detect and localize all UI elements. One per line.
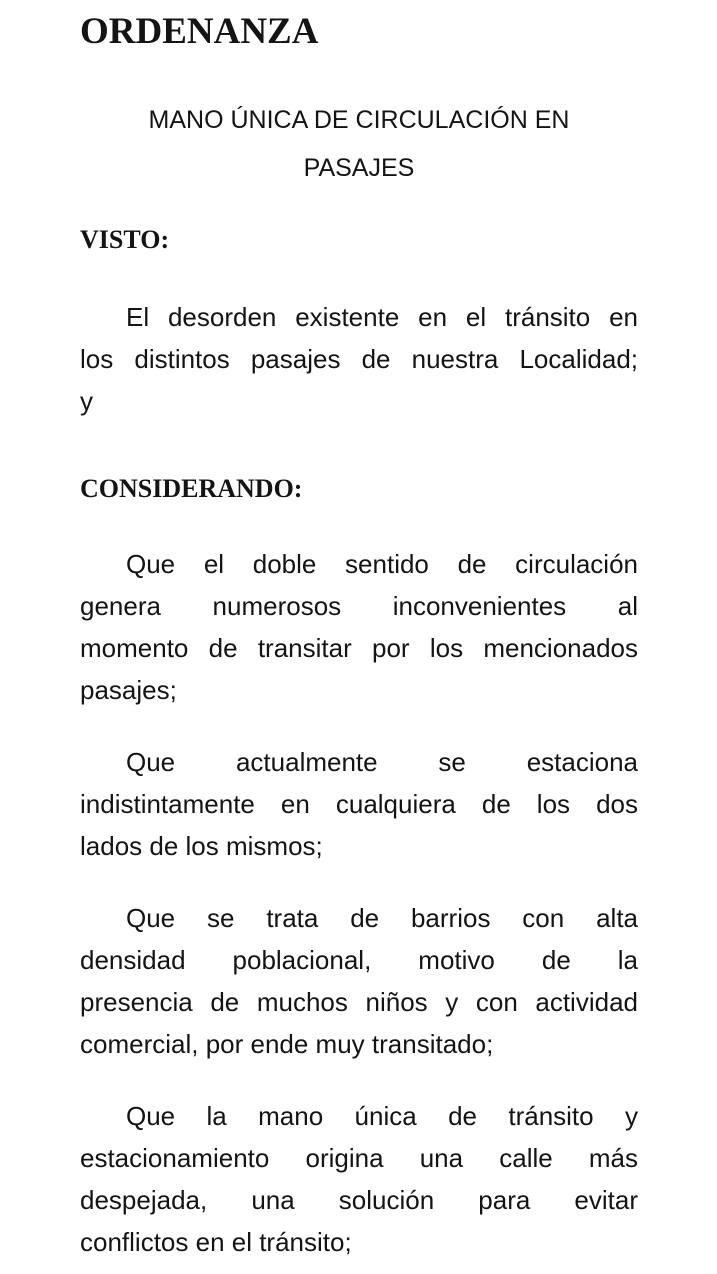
- paragraph-line: pasajes;: [80, 675, 177, 705]
- paragraph-line: los distintos pasajes de nuestra Localidad;: [80, 344, 638, 374]
- paragraph-line: presencia de muchos niños y con actividad: [80, 987, 638, 1017]
- considerando-heading: CONSIDERANDO:: [80, 474, 303, 503]
- visto-paragraph: [80, 296, 638, 422]
- paragraph-line: Que el doble sentido de circulación: [126, 549, 638, 579]
- considerando-paragraph-3: [80, 897, 638, 1065]
- paragraph-line: y: [80, 386, 93, 416]
- subtitle-line: MANO ÚNICA DE CIRCULACIÓN EN: [148, 106, 570, 134]
- paragraph-line: comercial, por ende muy transitado;: [80, 1029, 494, 1059]
- paragraph-line: conflictos en el tránsito;: [80, 1227, 352, 1257]
- paragraph-line: El desorden existente en el tránsito en: [126, 302, 638, 332]
- paragraph-line: genera numerosos inconvenientes al: [80, 591, 638, 621]
- visto-heading: VISTO:: [80, 225, 170, 254]
- paragraph-line: densidad poblacional, motivo de la: [80, 945, 638, 975]
- considerando-paragraph-4: [80, 1095, 638, 1263]
- paragraph-line: lados de los mismos;: [80, 831, 323, 861]
- considerando-paragraph-2: [80, 741, 638, 867]
- considerando-paragraph-1: [80, 543, 638, 711]
- paragraph-line: despejada, una solución para evitar: [80, 1185, 638, 1215]
- paragraph-line: momento de transitar por los mencionados: [80, 633, 638, 663]
- paragraph-line: estacionamiento origina una calle más: [80, 1143, 638, 1173]
- subtitle-line: PASAJES: [303, 154, 415, 182]
- document-subtitle: [80, 96, 638, 192]
- paragraph-line: Que actualmente se estaciona: [126, 747, 638, 777]
- document-title: ORDENANZA: [80, 11, 319, 52]
- paragraph-line: indistintamente en cualquiera de los dos: [80, 789, 638, 819]
- paragraph-line: Que la mano única de tránsito y: [126, 1101, 638, 1131]
- paragraph-line: Que se trata de barrios con alta: [126, 903, 638, 933]
